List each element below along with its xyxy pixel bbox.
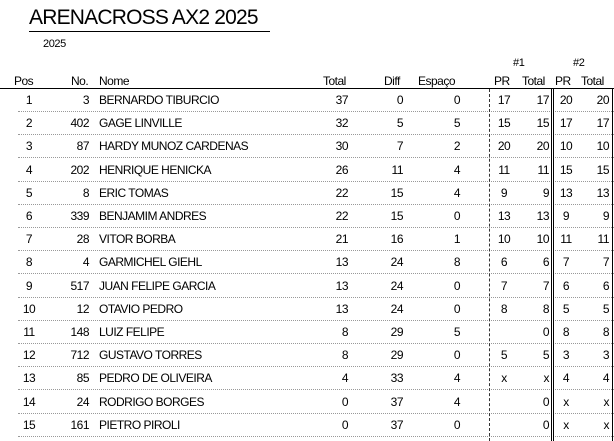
cell-diff: 24 (390, 255, 403, 270)
cell-r2-pr: 5 (562, 301, 570, 316)
cell-r2-pr: 17 (559, 116, 573, 131)
cell-r1-total: 10 (536, 232, 549, 247)
cell-r1-pr: 7 (500, 278, 508, 293)
cell-diff: 24 (390, 278, 403, 293)
cell-total: 21 (335, 232, 348, 247)
cell-espaco: 4 (453, 371, 460, 386)
cell-total: 13 (335, 301, 348, 316)
cell-diff: 29 (390, 348, 403, 363)
cell-r2-total: 7 (602, 255, 609, 270)
cell-diff: 0 (396, 93, 403, 107)
cell-name: GARMICHEL GIEHL (99, 255, 202, 270)
cell-espaco: 0 (453, 93, 460, 107)
cell-name: PIETRO PIROLI (99, 417, 180, 432)
page-subtitle: 2025 (43, 38, 66, 50)
cell-r2-total: 11 (597, 232, 609, 247)
table-row (0, 228, 614, 251)
cell-pos: 10 (22, 301, 36, 316)
cell-r1-pr: 17 (497, 93, 511, 107)
cell-name: HARDY MUNOZ CARDENAS (99, 139, 249, 154)
table-row (0, 414, 614, 437)
cell-name: JUAN FELIPE GARCIA (99, 278, 216, 293)
cell-r2-pr: x (563, 394, 569, 409)
table-row (0, 135, 614, 158)
cell-pos: 5 (25, 185, 33, 200)
cell-pos: 2 (25, 116, 33, 131)
cell-espaco: 5 (453, 325, 460, 339)
table-row (0, 321, 614, 344)
cell-no: 402 (70, 116, 89, 131)
cell-r2-total: 17 (596, 116, 609, 131)
cell-total: 37 (335, 93, 348, 107)
cell-espaco: 4 (453, 185, 460, 200)
cell-r1-total: 17 (536, 93, 549, 107)
cell-r1-total: 15 (536, 116, 549, 131)
cell-r1-total: 0 (542, 325, 549, 339)
cell-espaco: 0 (453, 278, 460, 293)
cell-pos: 11 (23, 325, 35, 339)
race-1-right-divider (551, 89, 552, 441)
cell-no: 85 (76, 371, 89, 386)
cell-name: RODRIGO BORGES (99, 394, 205, 409)
cell-pos: 1 (25, 93, 33, 107)
cell-pos: 3 (25, 139, 33, 154)
cell-diff: 29 (390, 325, 403, 339)
cell-r1-total: 8 (542, 301, 549, 316)
cell-r1-total: 0 (542, 417, 549, 432)
cell-r1-pr: 13 (497, 209, 511, 223)
cell-r2-pr: 8 (562, 325, 570, 339)
cell-r1-pr: 8 (500, 301, 508, 316)
cell-r2-total: 8 (602, 325, 609, 339)
cell-espaco: 4 (453, 162, 460, 177)
row-divider (18, 436, 614, 437)
cell-espaco: 5 (453, 116, 460, 131)
cell-no: 12 (76, 301, 89, 316)
cell-r1-total: 0 (542, 394, 549, 409)
cell-r1-total: 13 (536, 209, 549, 223)
page-title: ARENACROSS AX2 2025 (29, 6, 258, 29)
cell-r2-total: 13 (596, 185, 609, 200)
cell-total: 22 (335, 185, 348, 200)
cell-diff: 37 (390, 394, 403, 409)
cell-r1-pr: 11 (498, 162, 510, 177)
cell-diff: 15 (390, 185, 403, 200)
cell-diff: 16 (390, 232, 403, 247)
cell-no: 517 (70, 278, 89, 293)
race-2-header: #2 (573, 57, 585, 69)
race-2-left-divider (553, 89, 554, 441)
cell-r2-pr: 3 (562, 348, 570, 363)
cell-no: 148 (70, 325, 89, 339)
cell-r2-total: 3 (602, 348, 609, 363)
cell-r1-total: 9 (542, 185, 549, 200)
cell-r2-total: x (603, 417, 609, 432)
cell-r2-total: 6 (602, 278, 609, 293)
cell-no: 202 (70, 162, 89, 177)
cell-name: OTAVIO PEDRO (99, 301, 183, 316)
col-header-name: Nome (99, 74, 130, 88)
cell-pos: 9 (25, 278, 33, 293)
cell-name: HENRIQUE HENICKA (99, 162, 212, 177)
table-row (0, 89, 614, 112)
cell-espaco: 4 (453, 394, 460, 409)
cell-espaco: 0 (453, 301, 460, 316)
cell-diff: 11 (391, 162, 403, 177)
cell-r2-pr: 10 (559, 139, 573, 154)
cell-espaco: 8 (453, 255, 460, 270)
cell-no: 28 (76, 232, 89, 247)
cell-no: 712 (70, 348, 89, 363)
cell-name: LUIZ FELIPE (99, 325, 165, 339)
table-row (0, 251, 614, 274)
table-row (0, 182, 614, 205)
cell-no: 24 (76, 394, 89, 409)
cell-espaco: 0 (453, 417, 460, 432)
cell-r1-total: 5 (542, 348, 549, 363)
cell-total: 13 (335, 255, 348, 270)
cell-name: PEDRO DE OLIVEIRA (99, 371, 212, 386)
col-header-r2-pr: PR (555, 74, 571, 88)
col-header-total: Total (323, 74, 346, 88)
race-2-right-divider (612, 89, 613, 441)
cell-no: 4 (82, 255, 89, 270)
table-row (0, 344, 614, 367)
cell-r2-pr: 11 (560, 232, 572, 247)
table-row (0, 205, 614, 228)
cell-pos: 4 (25, 162, 33, 177)
cell-total: 26 (335, 162, 348, 177)
cell-total: 8 (341, 325, 348, 339)
cell-pos: 7 (25, 232, 33, 247)
col-header-diff: Diff (384, 74, 400, 88)
cell-no: 339 (70, 209, 89, 223)
race-1-header: #1 (513, 57, 525, 69)
cell-diff: 15 (390, 209, 403, 223)
table-row (0, 298, 614, 321)
title-underline (29, 31, 270, 32)
table-row (0, 159, 614, 182)
cell-r1-pr: 10 (497, 232, 511, 247)
cell-espaco: 0 (453, 348, 460, 363)
cell-r2-pr: 9 (562, 209, 570, 223)
cell-total: 22 (335, 209, 348, 223)
cell-r2-pr: x (563, 417, 569, 432)
cell-diff: 37 (390, 417, 403, 432)
cell-espaco: 1 (453, 232, 460, 247)
cell-total: 32 (335, 116, 348, 131)
cell-pos: 14 (22, 394, 36, 409)
cell-no: 87 (76, 139, 89, 154)
table-row (0, 275, 614, 298)
cell-r2-total: x (603, 394, 609, 409)
cell-r2-pr: 7 (562, 255, 570, 270)
cell-r1-total: 20 (536, 139, 549, 154)
cell-r1-pr: 20 (497, 139, 511, 154)
cell-r2-total: 10 (596, 139, 609, 154)
col-header-r1-total: Total (522, 74, 545, 88)
cell-r1-total: x (543, 371, 549, 386)
table-row (0, 367, 614, 390)
col-header-espaco: Espaço (418, 74, 456, 88)
cell-name: GAGE LINVILLE (99, 116, 182, 131)
cell-r1-pr: x (501, 371, 507, 386)
cell-name: BENJAMIM ANDRES (99, 209, 207, 223)
cell-total: 8 (341, 348, 348, 363)
table-row (0, 391, 614, 414)
cell-diff: 7 (396, 139, 403, 154)
cell-r2-pr: 4 (562, 371, 570, 386)
cell-pos: 15 (22, 417, 36, 432)
cell-name: BERNARDO TIBURCIO (99, 93, 219, 107)
cell-total: 30 (335, 139, 348, 154)
cell-r2-pr: 15 (559, 162, 573, 177)
cell-pos: 8 (25, 255, 33, 270)
col-header-pos: Pos (14, 74, 34, 88)
cell-r2-pr: 20 (559, 93, 573, 107)
table-row (0, 112, 614, 135)
cell-espaco: 2 (453, 139, 460, 154)
cell-r2-pr: 13 (559, 185, 573, 200)
cell-r2-total: 20 (596, 93, 609, 107)
cell-r1-total: 6 (542, 255, 549, 270)
cell-r2-total: 4 (602, 371, 609, 386)
race-1-left-divider (489, 89, 490, 441)
cell-total: 4 (341, 371, 348, 386)
cell-r1-pr: 9 (500, 185, 508, 200)
cell-total: 0 (341, 417, 348, 432)
cell-pos: 13 (22, 371, 36, 386)
col-header-no: No. (71, 74, 89, 88)
cell-r1-total: 7 (542, 278, 549, 293)
cell-r2-total: 9 (602, 209, 609, 223)
cell-r1-pr: 15 (497, 116, 511, 131)
cell-espaco: 0 (453, 209, 460, 223)
cell-r2-total: 15 (596, 162, 609, 177)
cell-pos: 12 (22, 348, 36, 363)
cell-name: ERIC TOMAS (99, 185, 169, 200)
cell-diff: 24 (390, 301, 403, 316)
cell-diff: 33 (390, 371, 403, 386)
cell-r1-pr: 6 (500, 255, 508, 270)
cell-no: 161 (70, 417, 89, 432)
cell-name: GUSTAVO TORRES (99, 348, 202, 363)
col-header-r1-pr: PR (494, 74, 510, 88)
cell-r2-pr: 6 (562, 278, 570, 293)
cell-r1-total: 11 (537, 162, 549, 177)
cell-pos: 6 (25, 209, 33, 223)
cell-r1-pr: 5 (500, 348, 508, 363)
col-header-r2-total: Total (581, 74, 604, 88)
cell-total: 13 (335, 278, 348, 293)
cell-total: 0 (341, 394, 348, 409)
cell-no: 3 (82, 93, 89, 107)
page-header (0, 6, 270, 32)
cell-name: VITOR BORBA (99, 232, 176, 247)
cell-diff: 5 (396, 116, 403, 131)
cell-no: 8 (82, 185, 89, 200)
cell-r2-total: 5 (602, 301, 609, 316)
